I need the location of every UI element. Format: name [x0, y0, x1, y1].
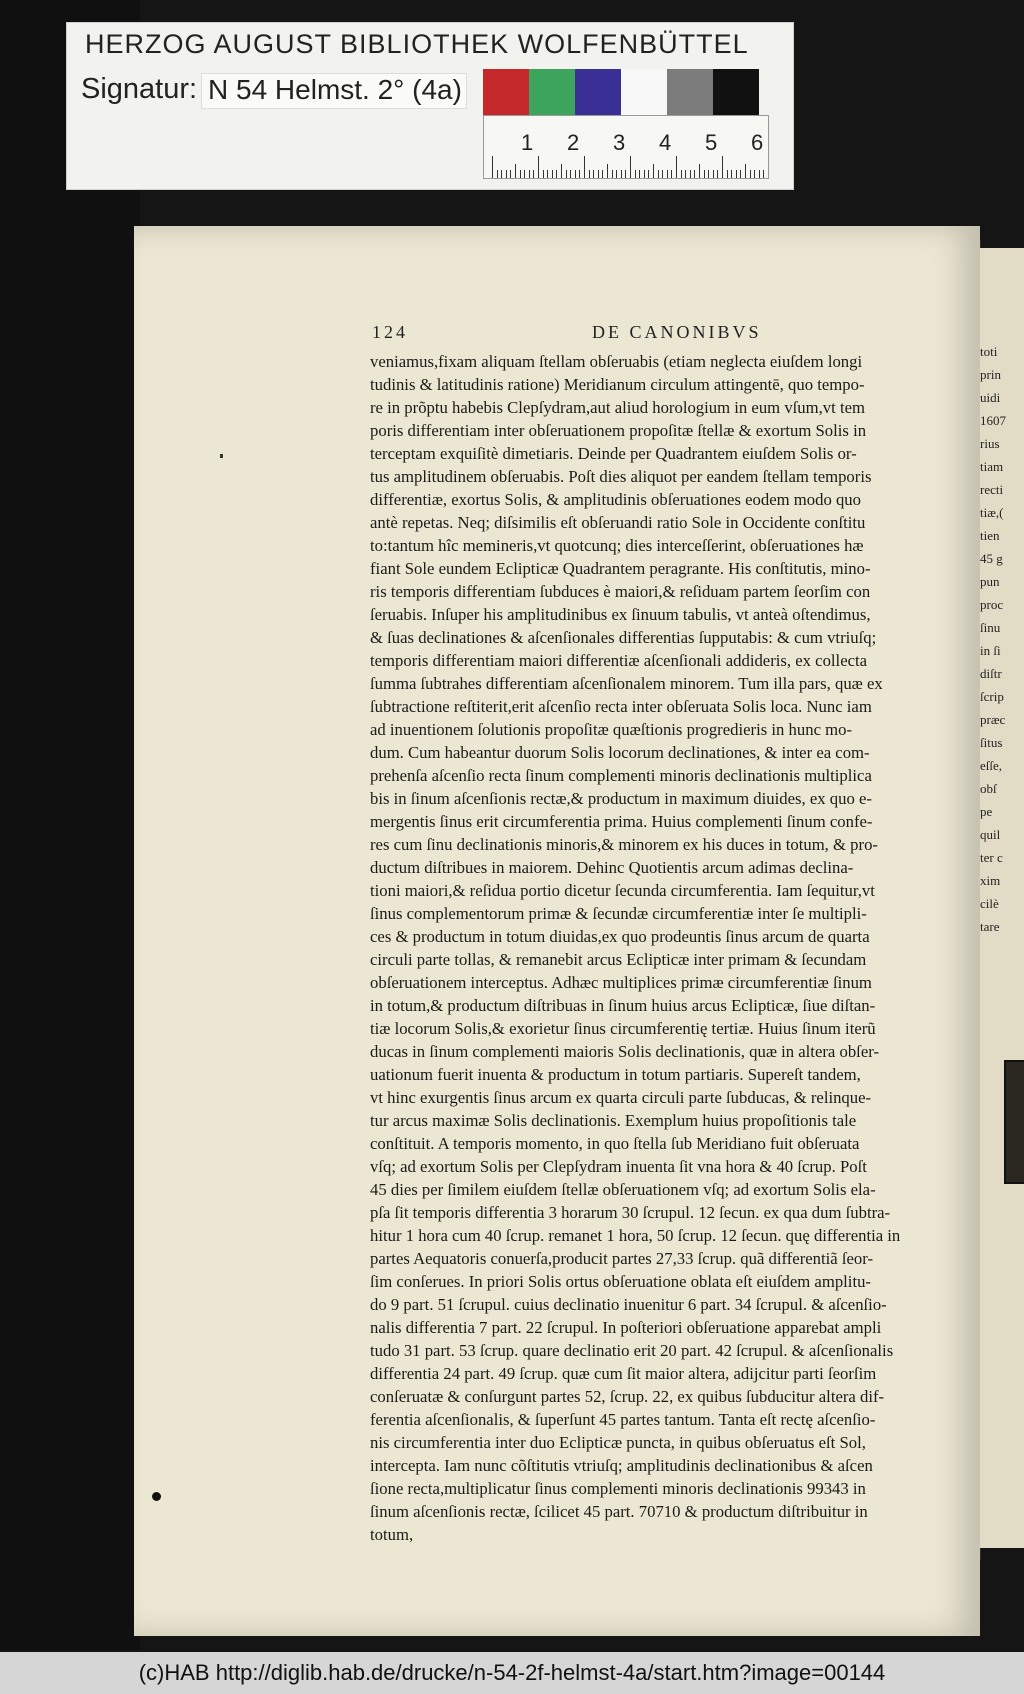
facing-page-fragment: recti: [980, 482, 1004, 497]
page-number: 124: [372, 322, 408, 342]
text-line: vſq; ad exortum Solis per Clepſydram inuenta ſit vna hora & 40 ſcrup. Poſt: [370, 1157, 867, 1176]
text-line: ducas in ſinum complementi maioris Solis declinationis, quæ in altera obſer-: [370, 1042, 880, 1061]
ruler-tick: [579, 170, 580, 178]
ruler-tick: [556, 170, 557, 178]
ruler-tick: [681, 170, 682, 178]
library-label-card: [66, 22, 794, 190]
ruler-tick: [658, 170, 659, 178]
signatur-label: Signatur:: [81, 73, 198, 105]
text-line: ſinus complementorum primæ & ſecundæ circumferentiæ inter ſe multipli-: [370, 904, 867, 923]
ruler-number: 5: [705, 130, 718, 155]
running-title: DE CANONIBVS: [592, 322, 762, 342]
ruler-tick: [497, 170, 498, 178]
ruler-tick: [717, 170, 718, 178]
text-line: tudo 31 part. 53 ſcrup. quare declinatio erit 20 part. 42 ſcrupul. & aſcenſionalis: [370, 1341, 894, 1360]
color-swatch: [575, 69, 621, 115]
text-line: intercepta. Iam nunc cõſtitutis vtriuſq; amplitudinis declinationibus & aſcen: [370, 1456, 873, 1475]
facing-page-fragment: rius: [980, 436, 1000, 451]
color-swatch: [667, 69, 713, 115]
facing-page-fragment: ter c: [980, 850, 1003, 865]
ruler-tick: [713, 170, 714, 178]
text-line: 45 dies per ſimilem eiuſdem ſtellæ obſeruationem vſq; ad exortum Solis ela-: [370, 1180, 876, 1199]
facing-page-fragment: cilè: [980, 896, 999, 911]
ruler-number: 4: [659, 130, 672, 155]
text-line: bis in ſinum aſcenſionis rectæ,& productum in maximum diuides, ex quo e-: [370, 789, 872, 808]
facing-page-ornament: [1004, 1060, 1024, 1184]
text-line: ductum diſtribues in maiorem. Dehinc Quotientis arcum adimas declina-: [370, 858, 854, 877]
text-line: to:tantum hîc memineris,vt quotcunq; dies interceſſerint, obſeruationes hæ: [370, 536, 864, 555]
ruler-tick: [768, 156, 769, 178]
text-line: & ſuas declinationes & aſcenſionales differentias ſupputabis: & cum vtriuſq;: [370, 628, 877, 647]
text-line: ſubtractione reſtiterit,erit aſcenſio recta inter obſeruata Solis loca. Nunc iam: [370, 697, 872, 716]
text-line: antè repetas. Neq; diſsimilis eſt obſeruandi ratio Sole in Occidente conſtitu: [370, 513, 866, 532]
ruler-tick: [635, 170, 636, 178]
ruler-tick: [662, 170, 663, 178]
text-line: nis circumferentia inter duo Eclipticæ puncta, in quibus obſeruatus eſt Sol,: [370, 1433, 866, 1452]
book-page: [134, 226, 980, 1636]
color-swatch: [713, 69, 759, 115]
text-line: ferentia aſcenſionalis, & ſuperſunt 45 partes tantum. Tanta eſt rectę aſcenſio-: [370, 1410, 876, 1429]
color-swatch: [529, 69, 575, 115]
ruler-number: 2: [567, 130, 580, 155]
ruler-number: 6: [751, 130, 764, 155]
ruler-tick: [501, 170, 502, 178]
facing-page-fragment: ſinu: [980, 620, 1001, 635]
text-line: conſtituit. A temporis momento, in quo ſtella ſub Meridiano fuit obſeruata: [370, 1134, 860, 1153]
color-calibration-strip: [483, 69, 759, 115]
facing-page-text-fragments: [980, 340, 1024, 938]
ruler-tick: [690, 170, 691, 178]
ruler-tick: [708, 170, 709, 178]
text-line: circuli parte tollas, & remanebit arcus Eclipticæ inter primam & ſecundam: [370, 950, 867, 969]
facing-page-fragment: in ſi: [980, 643, 1001, 658]
facing-page-fragment: obſ: [980, 781, 997, 796]
text-line: in totum,& productum diſtribuas in ſinum huius arcus Eclipticæ, ſiue diſtan-: [370, 996, 876, 1015]
text-line: totum,: [370, 1525, 414, 1544]
ruler-tick: [639, 170, 640, 178]
text-line: do 9 part. 51 ſcrupul. cuius declinatio inuenitur 6 part. 34 ſcrupul. & aſcenſio-: [370, 1295, 887, 1314]
color-swatch: [483, 69, 529, 115]
ruler-tick: [529, 170, 530, 178]
ruler-tick: [740, 170, 741, 178]
text-line: veniamus,fixam aliquam ſtellam obſeruabis (etiam neglecta eiuſdem longi: [370, 352, 863, 371]
copyright-footer: (c)HAB http://diglib.hab.de/drucke/n-54-2f-helmst-4a/start.htm?image=00144: [0, 1652, 1024, 1694]
text-line: tus amplitudinem obſeruabis. Poſt dies aliquot per eandem ſtellam temporis: [370, 467, 872, 486]
text-line: conſeruatæ & conſurgunt partes 52, ſcrup. 22, ex quibus ſubducitur altera dif-: [370, 1387, 885, 1406]
text-line: differentiæ, exortus Solis, & amplitudinis obſeruationes eodem modo quo: [370, 490, 861, 509]
text-line: obſeruationem interceptus. Adhæc multiplices primæ circumferentiæ ſinum: [370, 973, 872, 992]
ruler-tick: [644, 170, 645, 178]
ruler-tick: [566, 170, 567, 178]
text-line: mergentis ſinus erit circumferentia prima. Huius complementi ſinum confe-: [370, 812, 873, 831]
text-line: poris differentiam inter obſeruationem propoſitæ ſtellæ & exortum Solis in: [370, 421, 867, 440]
ruler-tick: [754, 170, 755, 178]
facing-page-fragment: 1607: [980, 413, 1006, 428]
text-line: ſim conſerues. In priori Solis ortus obſeruatione oblata eſt eiuſdem amplitu-: [370, 1272, 871, 1291]
signatur-value: N 54 Helmst. 2° (4a): [201, 73, 467, 109]
scan-background: [0, 0, 140, 1650]
ruler-tick: [763, 170, 764, 178]
facing-page-fragment: tiæ,(: [980, 505, 1004, 520]
measurement-ruler: [483, 115, 769, 179]
color-swatch: [621, 69, 667, 115]
facing-page-fragment: eſſe,: [980, 758, 1003, 773]
facing-page-fragment: tien: [980, 528, 1000, 543]
ruler-tick: [612, 170, 613, 178]
text-line: res cum ſinu declinationis minoris,& minorem ex his duces in totum, & pro-: [370, 835, 878, 854]
body-text: [370, 350, 950, 1546]
facing-page-fragment: pe: [980, 804, 993, 819]
ruler-tick: [515, 164, 516, 178]
ruler-tick: [593, 170, 594, 178]
ruler-tick: [727, 170, 728, 178]
ruler-tick: [704, 170, 705, 178]
facing-page-fragment: diſtr: [980, 666, 1002, 681]
facing-page-fragment: ſcrip: [980, 689, 1004, 704]
text-line: nalis differentia 7 part. 22 ſcrupul. In poſteriori obſeruatione apparebat ampli: [370, 1318, 882, 1337]
facing-page-fragment: 45 g: [980, 551, 1003, 566]
ruler-tick: [685, 170, 686, 178]
text-line: dum. Cum habeantur duorum Solis locorum declinationes, & inter ea com-: [370, 743, 870, 762]
library-name: HERZOG AUGUST BIBLIOTHEK WOLFENBÜTTEL: [85, 29, 749, 59]
facing-page-fragment: quil: [980, 827, 1001, 842]
text-line: ſumma ſubtrahes differentiam aſcenſionalem minorem. Tum illa pars, quæ ex: [370, 674, 883, 693]
text-line: ſione recta,multiplicatur ſinus complementi minoris declinationis 99343 in: [370, 1479, 866, 1498]
text-line: temporis differentiam maiori differentiæ aſcenſionali addideris, ex collecta: [370, 651, 868, 670]
facing-page-fragment: præc: [980, 712, 1006, 727]
facing-page-fragment: tiam: [980, 459, 1004, 474]
text-line: vt hinc exurgentis ſinus arcum ex quarta circuli parte ſubducas, & relinque-: [370, 1088, 872, 1107]
ruler-tick: [667, 170, 668, 178]
facing-page-fragment: toti: [980, 344, 998, 359]
ruler-tick: [745, 164, 746, 178]
ruler-tick: [538, 156, 539, 178]
ruler-tick: [653, 164, 654, 178]
ruler-tick: [570, 170, 571, 178]
facing-page-fragment: xim: [980, 873, 1001, 888]
ruler-tick: [561, 164, 562, 178]
ruler-tick: [722, 156, 723, 178]
text-line: pſa ſit temporis differentia 3 horarum 30 ſcrupul. 12 ſecun. ex qua dum ſubtra-: [370, 1203, 891, 1222]
ruler-tick: [731, 170, 732, 178]
ruler-tick: [520, 170, 521, 178]
ruler-tick: [547, 170, 548, 178]
ruler-tick: [621, 170, 622, 178]
ruler-tick: [575, 170, 576, 178]
text-line: differentia 24 part. 49 ſcrup. quæ cum ſit maior altera, adijcitur parti ſeorſim: [370, 1364, 877, 1383]
text-line: prehenſa aſcenſio recta ſinum complementi minoris declinationis multiplica: [370, 766, 872, 785]
text-line: tiæ locorum Solis,& exorietur ſinus circumferentię tertiæ. Huius ſinum iterũ: [370, 1019, 876, 1038]
ruler-tick: [759, 170, 760, 178]
ruler-tick: [584, 156, 585, 178]
ruler-tick: [750, 170, 751, 178]
ruler-number: 3: [613, 130, 626, 155]
facing-page-fragment: proc: [980, 597, 1004, 612]
ruler-tick: [524, 170, 525, 178]
facing-page-fragment: ſitus: [980, 735, 1003, 750]
text-line: fiant Sole eundem Eclipticæ Quadrantem peragrante. His conſtitutis, mino-: [370, 559, 871, 578]
ruler-tick: [630, 156, 631, 178]
text-line: ris temporis differentiam ſubduces è maiori,& reſiduam partem ſeorſim con: [370, 582, 871, 601]
facing-page-fragment: uidi: [980, 390, 1001, 405]
text-line: partes Aequatoris conuerſa,producit partes 27,33 ſcrup. quã differentiã ſeor-: [370, 1249, 874, 1268]
ruler-tick: [492, 156, 493, 178]
text-line: ſeruabis. Inſuper his amplitudinibus ex ſinuum tabulis, vt anteà oſtendimus,: [370, 605, 871, 624]
ruler-tick: [694, 170, 695, 178]
ruler-tick: [736, 170, 737, 178]
text-line: uationum fuerit inuenta & productum in totum partiaris. Supereſt tandem,: [370, 1065, 861, 1084]
text-line: ad inuentionem ſolutionis propoſitæ quæſtionis progredieris in hunc mo-: [370, 720, 853, 739]
text-line: ſinum aſcenſionis rectæ, ſcilicet 45 part. 70710 & productum diſtribuitur in: [370, 1502, 868, 1521]
text-line: tudinis & latitudinis ratione) Meridianum circulum attingentē, quo tempo-: [370, 375, 865, 394]
ruler-tick: [648, 170, 649, 178]
ink-spot: [152, 1492, 161, 1501]
ruler-tick: [676, 156, 677, 178]
text-line: ces & productum in totum diuidas,ex quo prodeuntis ſinus arcum de quarta: [370, 927, 870, 946]
text-line: re in prõptu habebis Clepſydram,aut aliud horologium in eum vſum,vt tem: [370, 398, 865, 417]
text-line: tur arcus maximæ Solis declinationis. Exemplum huius propoſitionis tale: [370, 1111, 857, 1130]
ruler-tick: [533, 170, 534, 178]
text-line: terceptam exquiſitè dimetiaris. Deinde per Quadrantem eiuſdem Solis or-: [370, 444, 857, 463]
ruler-tick: [699, 164, 700, 178]
ruler-tick: [602, 170, 603, 178]
text-line: hitur 1 hora cum 40 ſcrup. remanet 1 hora, 50 ſcrup. 12 ſecun. quę differentia in: [370, 1226, 901, 1245]
facing-page-fragment: prin: [980, 367, 1001, 382]
ruler-tick: [607, 164, 608, 178]
ruler-tick: [543, 170, 544, 178]
ruler-tick: [510, 170, 511, 178]
ruler-tick: [598, 170, 599, 178]
ruler-tick: [616, 170, 617, 178]
ruler-tick: [589, 170, 590, 178]
ruler-tick: [506, 170, 507, 178]
text-line: tioni maiori,& reſidua portio dicetur ſecunda circumferentia. Iam ſequitur,vt: [370, 881, 875, 900]
ruler-tick: [671, 170, 672, 178]
ruler-tick: [552, 170, 553, 178]
facing-page-fragment: pun: [980, 574, 1000, 589]
ink-speck: [220, 454, 223, 458]
ruler-tick: [625, 170, 626, 178]
ruler-number: 1: [521, 130, 534, 155]
facing-page-fragment: tare: [980, 919, 1000, 934]
